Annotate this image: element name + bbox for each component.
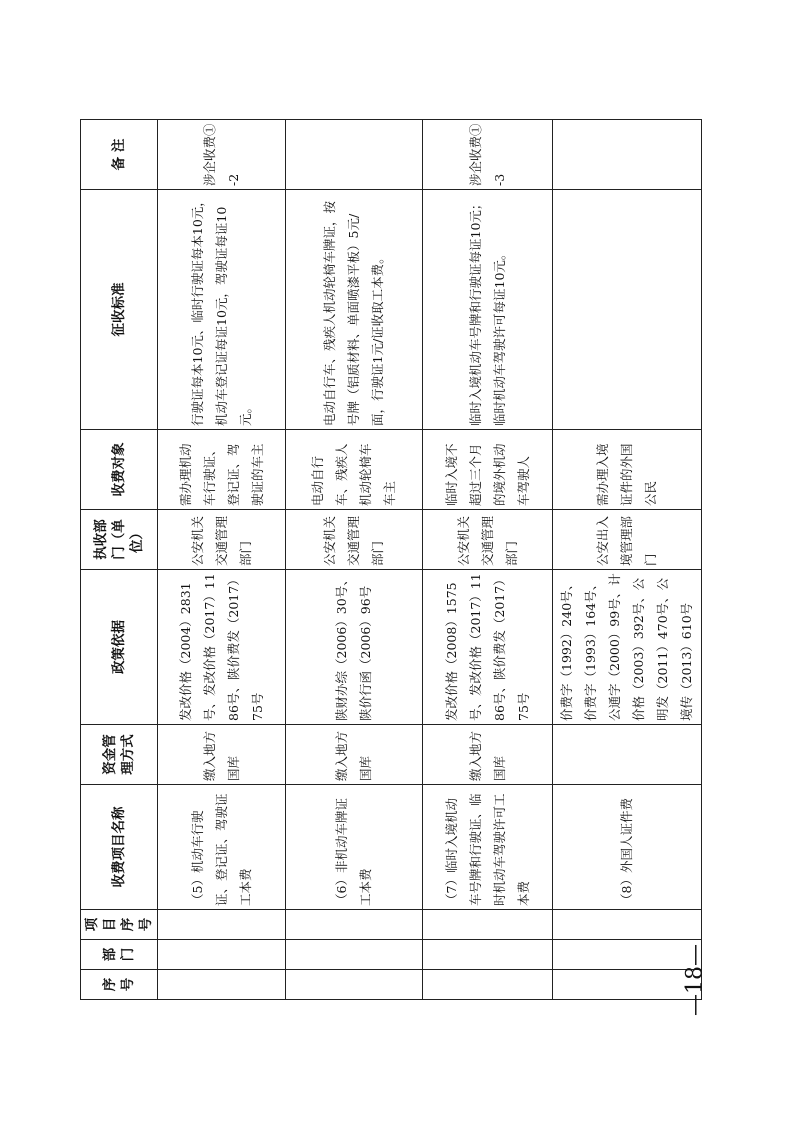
cell-agency: 公安机关交通管理部门 [423,510,553,570]
header-agency: 执收部门（单位） [81,510,158,570]
cell-agency: 公安机关交通管理部门 [158,510,286,570]
table-row [286,120,423,1000]
cell-policy: 陕财办综（2006）30号、陕价行函（2006）96号 [286,570,423,725]
page-number: —18— [682,944,708,1016]
cell-agency: 公安出入境管理部门 [553,510,702,570]
header-payer: 收费对象 [81,430,158,510]
cell-fund: 缴入地方国库 [158,725,286,785]
header-policy: 政策依据 [81,570,158,725]
table-row [423,120,553,1000]
header-item-seq: 项目序号 [81,910,158,940]
table-row [158,120,286,1000]
cell-payer: 临时入境不超过三个月的境外机动车驾驶人 [423,430,553,510]
header-dept: 部门 [81,940,158,970]
cell-seq [286,970,423,1000]
cell-item-seq [158,910,286,940]
header-seq: 序号 [81,970,158,1000]
header-fund: 资金管理方式 [81,725,158,785]
cell-policy: 发改价格（2008）1575号、发改价格（2017）1186号、陕价费发（2017）75号 [423,570,553,725]
cell-dept [423,940,553,970]
cell-standard: 临时入境机动车号牌和行驶证每证10元；临时机动车驾驶许可每证10元。 [423,190,553,430]
cell-policy: 价费字（1992）240号、价费字（1993）164号、公通字（2000）99号、计价格（2003）392号、公明发（2011）470号、公境传（2013）610号 [553,570,702,725]
cell-note: 涉企收费①-2 [158,120,286,190]
cell-name: （6）非机动车牌证工本费 [286,785,423,910]
page-number-box [680,935,710,1025]
cell-seq [423,970,553,1000]
cell-note [553,120,702,190]
fee-table [80,119,702,1000]
header-standard: 征收标准 [81,190,158,430]
cell-payer: 电动自行车、残疾人机动轮椅车车主 [286,430,423,510]
cell-name: （7）临时入境机动车号牌和行驶证、临时机动车驾驶许可工本费 [423,785,553,910]
cell-standard [553,190,702,430]
cell-fund [553,725,702,785]
cell-dept [158,940,286,970]
cell-name: （8）外国人证件费 [553,785,702,910]
cell-policy: 发改价格（2004）2831号、发改价格（2017）1186号、陕价费发（2017）75号 [158,570,286,725]
cell-agency: 公安机关交通管理部门 [286,510,423,570]
cell-seq [158,970,286,1000]
cell-standard: 行驶证每本10元、临时行驶证每本10元，机动车登记证每证10元，驾驶证每证10元。 [158,190,286,430]
cell-fund: 缴入地方国库 [286,725,423,785]
cell-item-seq [286,910,423,940]
cell-payer: 需办理入境证件的外国公民 [553,430,702,510]
cell-item-seq [423,910,553,940]
header-note: 备 注 [81,120,158,190]
cell-fund: 缴入地方国库 [423,725,553,785]
header-name: 收费项目名称 [81,785,158,910]
cell-note: 涉企收费①-3 [423,120,553,190]
rotated-page [80,120,694,1000]
table-header-row [81,120,158,1000]
cell-dept [286,940,423,970]
table-row [553,120,702,1000]
cell-note [286,120,423,190]
cell-payer: 需办理机动车行驶证、登记证、驾驶证的车主 [158,430,286,510]
cell-standard: 电动自行车、残疾人机动轮椅车牌证，按号牌（铝质材料、单面喷漆平板）5元/面，行驶证1元/证收取工本费。 [286,190,423,430]
cell-name: （5）机动车行驶证、登记证、驾驶证工本费 [158,785,286,910]
